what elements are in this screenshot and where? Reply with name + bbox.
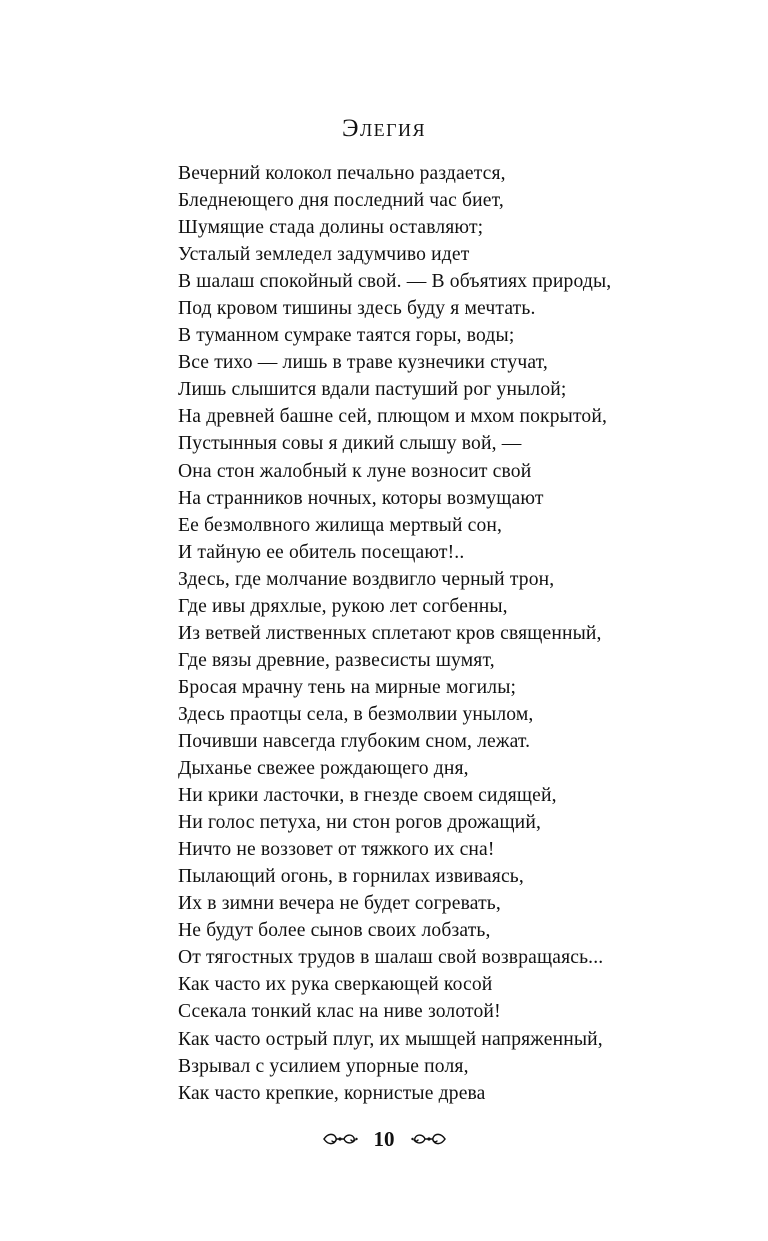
poem-line: Почивши навсегда глубоким сном, лежат. [178,730,531,752]
poem-line: Как часто крепкие, корнистые древа [178,1082,486,1104]
page-number: 10 [373,1127,395,1151]
poem-line: Из ветвей лиственных сплетают кров священный, [178,622,602,644]
poem-line: Шумящие стада долины оставляют; [178,217,484,239]
poem-line: На странников ночных, которы возмущают [178,487,544,509]
page-footer [0,1124,768,1154]
poem-line: Не будут более сынов своих лобзать, [178,920,491,942]
poem-line: Лишь слышится вдали пастуший рог унылой; [178,379,567,401]
poem-line: Ничто не воззовет от тяжкого их сна! [178,839,495,861]
poem-line: Ни голос петуха, ни стон рогов дрожащий, [178,812,542,834]
poem-line: Все тихо — лишь в траве кузнечики стучат, [178,352,548,374]
scroll-ornament-icon [322,1130,358,1148]
poem-line: Дыханье свежее рождающего дня, [178,758,469,780]
poem-line: Где ивы дряхлые, рукою лет согбенны, [178,595,508,617]
poem-line: Она стон жалобный к луне возносит свой [178,460,532,482]
poem-line: Вечерний колокол печально раздается, [178,163,506,184]
poem-line: Бледнеющего дня последний час биет, [178,190,504,212]
poem-line: Как часто их рука сверкающей косой [178,974,493,996]
poem-line: В шалаш спокойный свой. — В объятиях природы, [178,271,612,293]
poem-body [178,160,611,1107]
poem-line: Бросая мрачну тень на мирные могилы; [178,676,517,698]
poem-line: Ни крики ласточки, в гнезде своем сидящей, [178,785,557,807]
poem-line: Где вязы древние, развесисты шумят, [178,649,495,671]
poem-line: Здесь праотцы села, в безмолвии унылом, [178,703,534,725]
poem-line: Ссекала тонкий клас на ниве золотой! [178,1001,501,1023]
poem-line: Ее безмолвного жилища мертвый сон, [178,514,503,536]
poem-line: Их в зимни вечера не будет согревать, [178,893,501,915]
poem-line: В туманном сумраке таятся горы, воды; [178,325,515,347]
poem-line: Усталый земледел задумчиво идет [178,244,470,266]
scroll-ornament-icon [411,1130,447,1148]
poem-line: И тайную ее обитель посещают!.. [178,541,465,563]
poem-line: Взрывал с усилием упорные поля, [178,1055,469,1077]
poem-line: Как часто острый плуг, их мышцей напряженный, [178,1028,603,1050]
poem-line: Под кровом тишины здесь буду я мечтать. [178,298,536,320]
poem-line: От тягостных трудов в шалаш свой возвращаясь... [178,947,604,969]
poem-line: Пылающий огонь, в горнилах извиваясь, [178,866,524,888]
poem-line: На древней башне сей, плющом и мхом покрытой, [178,406,608,428]
poem-title: Элегия [341,115,427,142]
poem-line: Здесь, где молчание воздвигло черный трон, [178,568,555,590]
poem-line: Пустынныя совы я дикий слышу вой, — [178,433,522,455]
